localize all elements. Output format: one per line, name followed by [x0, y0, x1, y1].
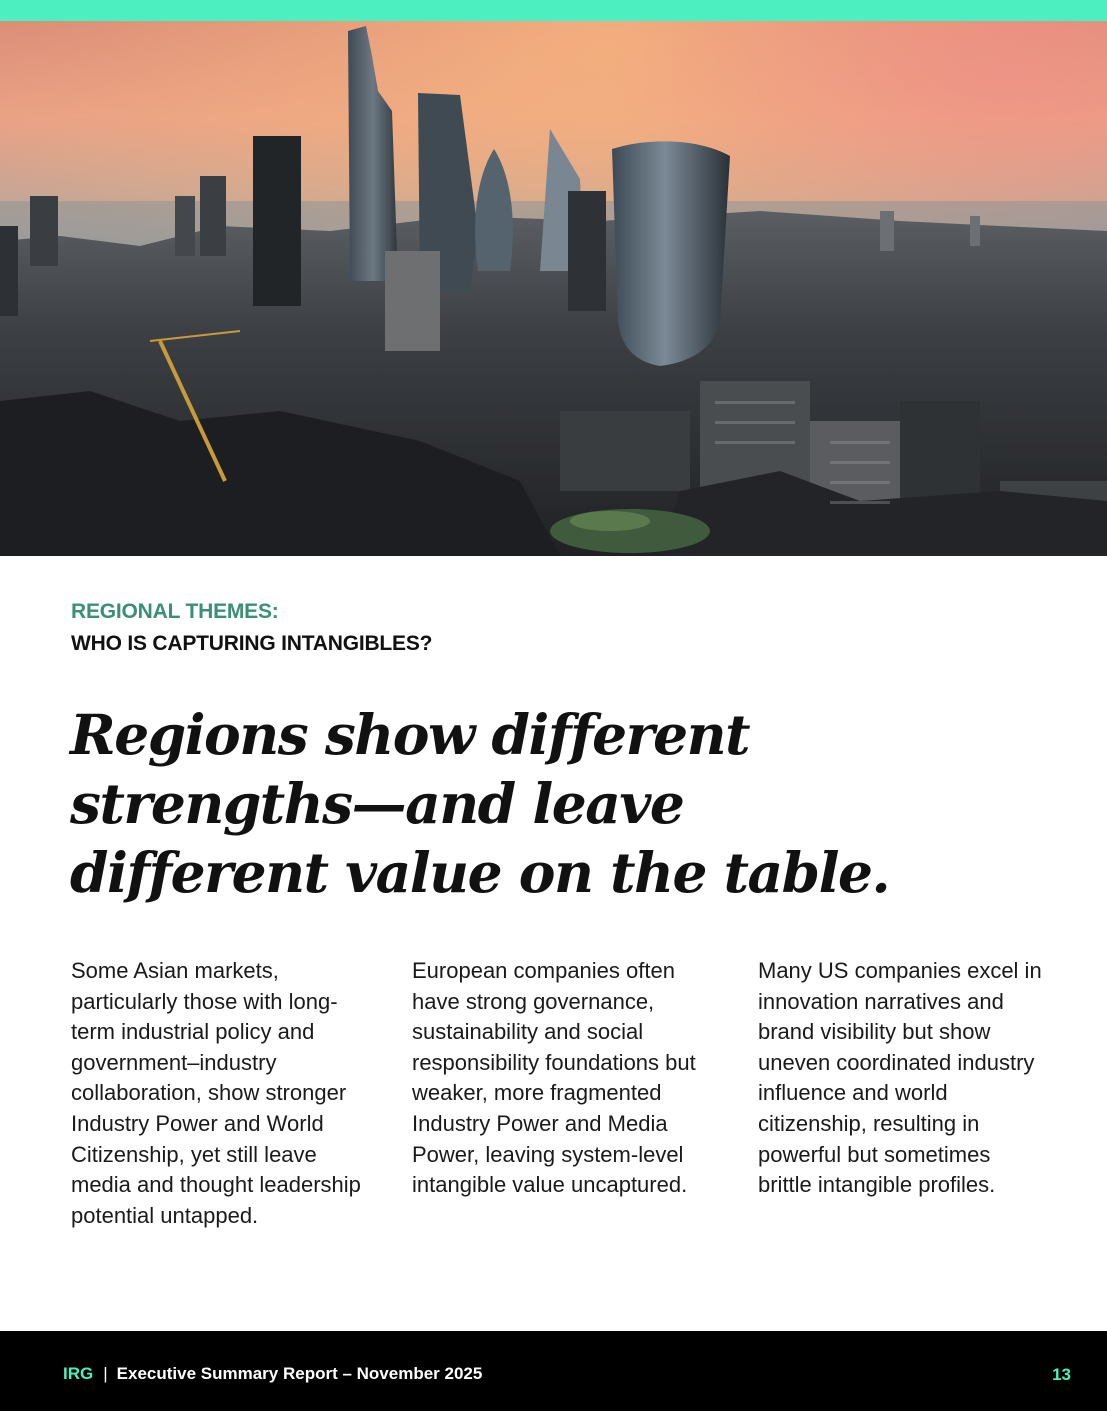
kicker-section-label: REGIONAL THEMES:	[71, 600, 279, 623]
hero-city-skyline-image	[0, 21, 1107, 556]
page-footer	[0, 1331, 1107, 1411]
page-headline	[70, 700, 1050, 907]
footer-report-title: Executive Summary Report – November 2025	[116, 1364, 483, 1383]
footer-brand: IRG	[63, 1364, 94, 1383]
headline-line-3: different value on the table.	[70, 840, 890, 905]
footer-report-info	[63, 1364, 482, 1384]
headline-line-1: Regions show different	[70, 702, 749, 767]
column-asia-text: Some Asian markets, particularly those with long-term industrial policy and government–industry collaboration, show stronger Industry Power and World Citizenship, yet still leave media and thought leadership potential untapped.	[71, 958, 361, 1228]
column-europe-text: European companies often have strong governance, sustainability and social responsibility foundations but weaker, more fragmented Industry Power and Media Power, leaving system-level intangible value uncaptured.	[412, 958, 696, 1198]
top-accent-bar	[0, 0, 1107, 21]
column-us-text: Many US companies excel in innovation narratives and brand visibility but show uneven coordinated industry influence and world citizenship, resulting in powerful but sometimes brittle intangible profiles.	[758, 958, 1042, 1198]
footer-separator: |	[103, 1364, 108, 1383]
page-number: 13	[1052, 1365, 1071, 1384]
headline-line-2: strengths—and leave	[70, 771, 684, 836]
section-kicker	[71, 596, 432, 660]
kicker-section-question: WHO IS CAPTURING INTANGIBLES?	[71, 632, 433, 655]
